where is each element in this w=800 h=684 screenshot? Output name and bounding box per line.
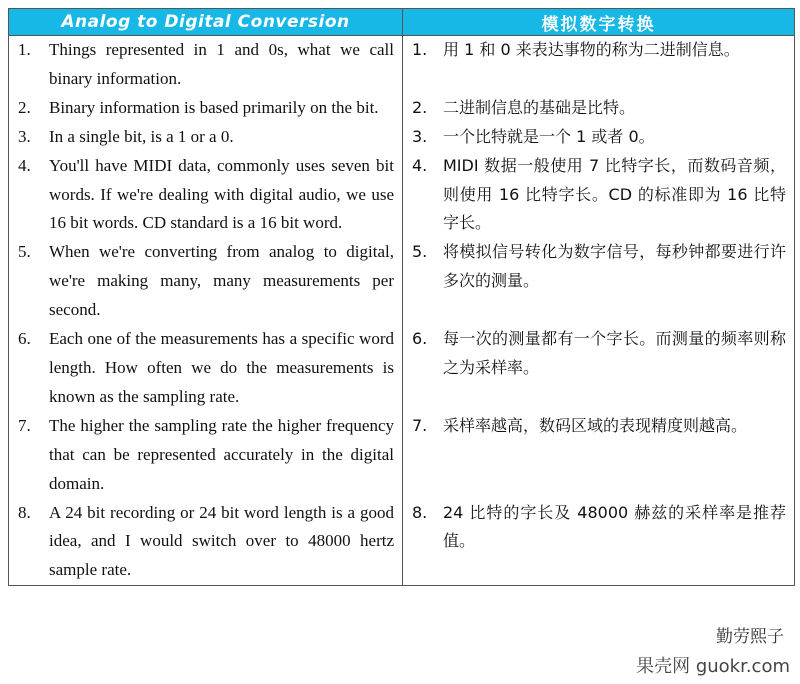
table-row <box>9 36 795 94</box>
english-cell <box>9 325 403 412</box>
english-text: You'll have MIDI data, commonly uses seven bit words. If we're dealing with digital audio, we use 16 bit words. CD standard is a 16 bit word. <box>49 155 394 233</box>
english-text: A 24 bit recording or 24 bit word length is a good idea, and I would switch over to 48000 hertz sample rate. <box>49 502 394 580</box>
chinese-text: 用 1 和 0 来表达事物的称为二进制信息。 <box>443 40 740 59</box>
chinese-cell <box>403 94 795 123</box>
list-item <box>9 499 402 586</box>
item-number: 2. <box>18 97 31 117</box>
chinese-cell <box>403 36 795 94</box>
header-row <box>9 9 795 36</box>
site-watermark: 果壳网 guokr.com <box>636 656 790 677</box>
chinese-column-title: 模拟数字转换 <box>403 9 795 36</box>
chinese-cell <box>403 152 795 239</box>
item-number: 3. <box>412 126 428 146</box>
table-row <box>9 325 795 412</box>
english-cell <box>9 94 403 123</box>
chinese-text: 二进制信息的基础是比特。 <box>443 97 636 117</box>
english-text: When we're converting from analog to digital, we're making many, many measurements per second. <box>49 242 394 320</box>
chinese-text: 每一次的测量都有一个字长。而测量的频率则称之为采样率。 <box>443 329 786 377</box>
english-cell <box>9 152 403 239</box>
english-text: Each one of the measurements has a specific word length. How often we do the measurements is known as the sampling rate. <box>49 329 394 406</box>
chinese-text: 采样率越高，数码区域的表现精度则越高。 <box>443 415 748 435</box>
table-row <box>9 123 795 152</box>
chinese-cell <box>403 325 795 412</box>
item-number: 1. <box>18 40 31 59</box>
item-number: 8. <box>18 502 31 522</box>
table-row <box>9 412 795 499</box>
list-item <box>9 94 402 123</box>
item-number: 4. <box>412 155 428 175</box>
item-number: 4. <box>18 155 31 175</box>
list-item <box>9 123 402 152</box>
author-watermark: 勤劳熙子 <box>716 627 784 647</box>
chinese-cell <box>403 123 795 152</box>
item-number: 7. <box>18 415 31 435</box>
table-row <box>9 238 795 325</box>
item-number: 3. <box>18 126 31 146</box>
list-item <box>9 36 402 94</box>
item-number: 7. <box>412 415 428 435</box>
item-number: 5. <box>18 242 31 262</box>
item-number: 8. <box>412 502 428 522</box>
chinese-cell <box>403 499 795 586</box>
item-number: 6. <box>18 329 31 349</box>
english-text: Binary information is based primarily on the bit. <box>49 97 379 117</box>
chinese-text: MIDI 数据一般使用 7 比特字长，而数码音频，则使用 16 比特字长。CD 的标准即为 16 比特字长。 <box>443 155 786 233</box>
english-cell <box>9 36 403 94</box>
list-item <box>9 238 402 325</box>
english-text: The higher the sampling rate the higher frequency that can be represented accurately in the digital domain. <box>49 415 394 493</box>
table-row <box>9 499 795 586</box>
english-cell <box>9 123 403 152</box>
list-item <box>403 412 794 441</box>
english-text: Things represented in 1 and 0s, what we call binary information. <box>49 40 394 88</box>
item-number: 1. <box>412 40 428 59</box>
item-number: 6. <box>412 329 428 349</box>
english-cell <box>9 238 403 325</box>
english-column-title: Analog to Digital Conversion <box>9 9 403 36</box>
list-item <box>9 325 402 412</box>
chinese-cell <box>403 412 795 499</box>
list-item <box>9 412 402 499</box>
list-item <box>403 325 794 383</box>
chinese-text: 24 比特的字长及 48000 赫兹的采样率是推荐值。 <box>443 502 786 551</box>
chinese-text: 将模拟信号转化为数字信号，每秒钟都要进行许多次的测量。 <box>443 242 786 291</box>
english-cell <box>9 412 403 499</box>
chinese-cell <box>403 238 795 325</box>
list-item <box>403 94 794 123</box>
chinese-text: 一个比特就是一个 1 或者 0。 <box>443 126 655 146</box>
list-item <box>403 123 794 152</box>
list-item <box>403 238 794 296</box>
list-item <box>9 152 402 239</box>
item-number: 5. <box>412 242 428 262</box>
list-item <box>403 152 794 239</box>
table-row <box>9 94 795 123</box>
table-row <box>9 152 795 239</box>
english-text: In a single bit, is a 1 or a 0. <box>49 126 234 146</box>
list-item <box>403 36 794 65</box>
bilingual-table <box>8 8 795 586</box>
list-item <box>403 499 794 557</box>
item-number: 2. <box>412 97 428 117</box>
english-cell <box>9 499 403 586</box>
